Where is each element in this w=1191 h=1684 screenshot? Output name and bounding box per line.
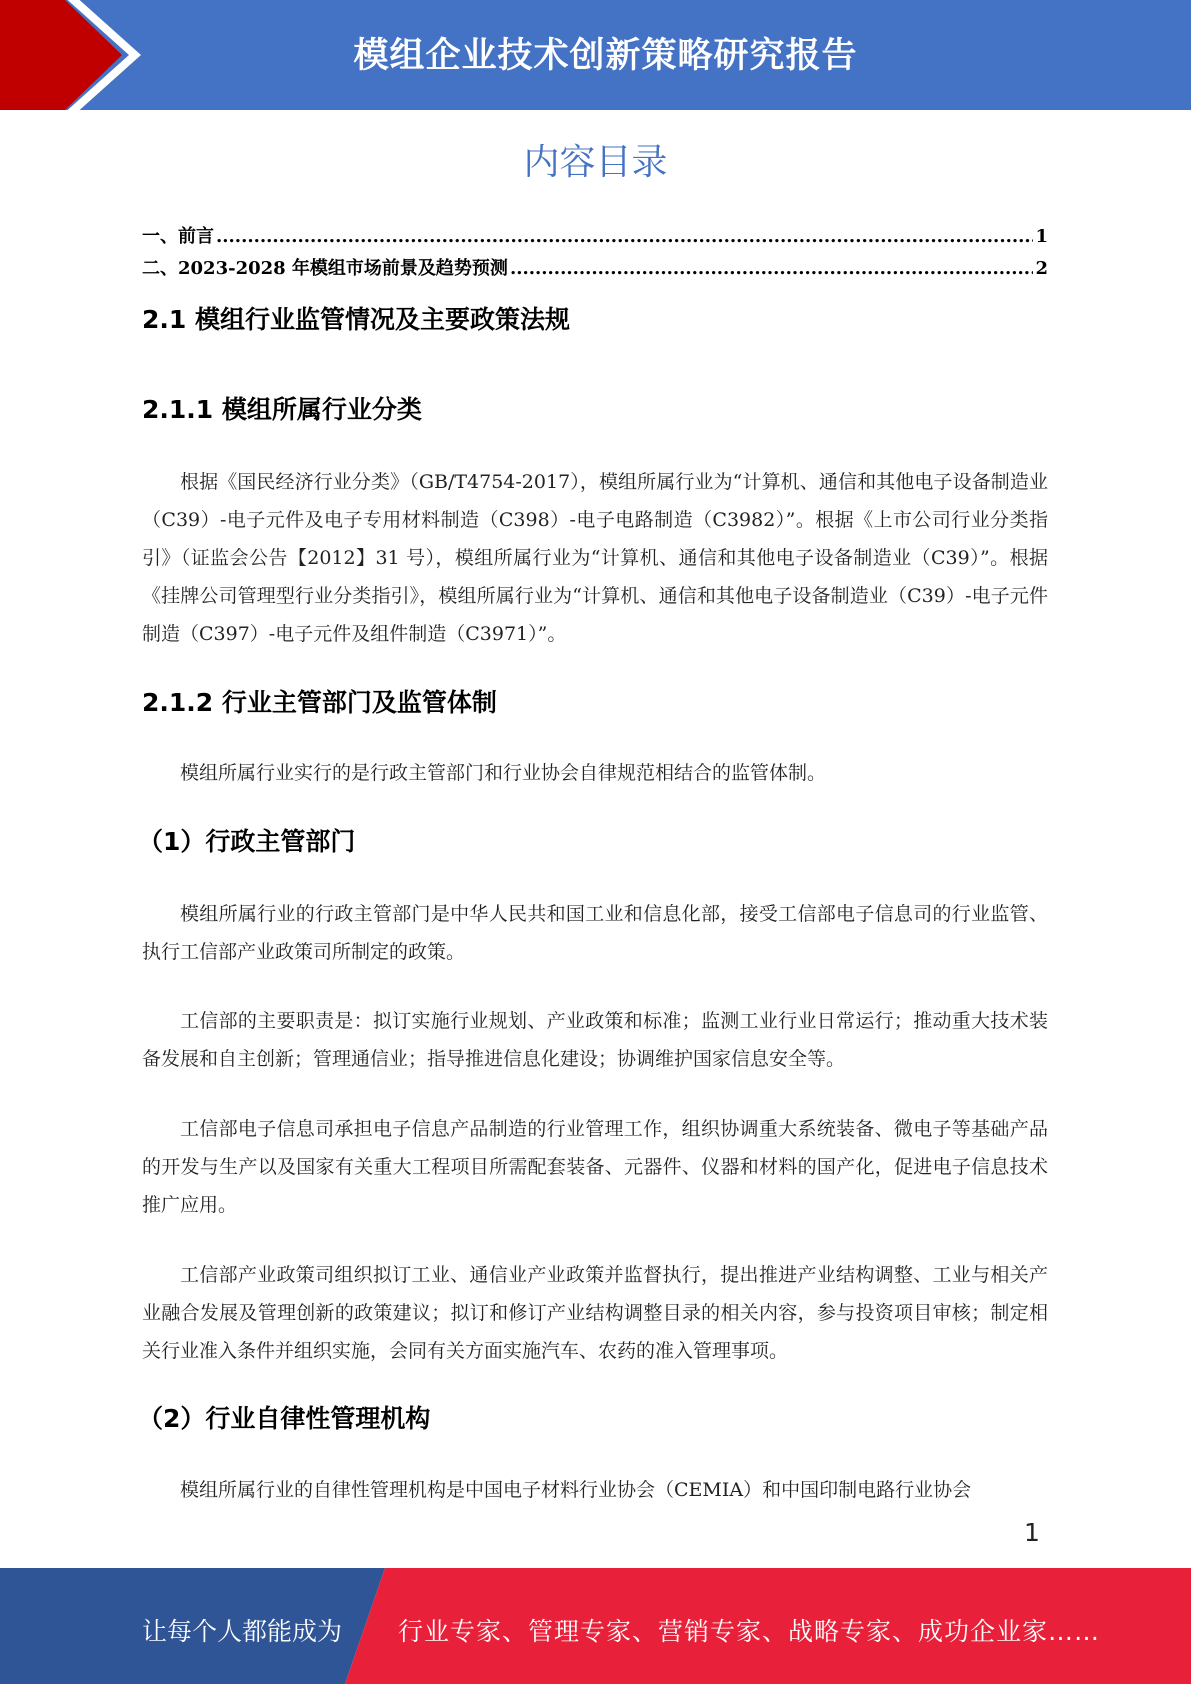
subsection-heading-self-regulation: （2）行业自律性管理机构 [138,1404,431,1433]
header-banner [0,0,1191,110]
paragraph: 工信部产业政策司组织拟订工业、通信业产业政策并监督执行，提出推进产业结构调整、工业与相关产业融合发展及管理创新的政策建议；拟订和修订产业结构调整目录的相关内容，参与投资项目审核；制定相关行业准入条件并组织实施，会同有关方面实施汽车、农药的准入管理事项。 [142,1264,1048,1362]
paragraph: 模组所属行业的自律性管理机构是中国电子材料行业协会（CEMIA）和中国印制电路行业协会 [180,1479,972,1501]
paragraph: 根据《国民经济行业分类》（GB/T4754-2017），模组所属行业为“计算机、通信和其他电子设备制造业（C39）-电子元件及电子专用材料制造（C398）-电子电路制造（C3982）”。根据《上市公司行业分类指引》（证监会公告【2012】31 号），模组所属行业为“计算机、通信和其他电子设备制造业（C39）”。根据《挂牌公司管理型行业分类指引》，模组所属行业为“计算机、通信和其他电子设备制造业（C39）-电子元件制造（C397）-电子元件及组件制造（C3971）”。 [142,471,1048,645]
table-of-contents [142,222,1048,286]
paragraph: 模组所属行业实行的是行政主管部门和行业协会自律规范相结合的监管体制。 [180,762,827,784]
subsection-heading-admin: （1）行政主管部门 [138,827,356,856]
page-number: 1 [1024,1518,1040,1547]
section-heading-2-1-1: 2.1.1 模组所属行业分类 [142,395,422,424]
toc-entry-page: 1 [1035,226,1048,247]
toc-leader-dots [216,226,1033,247]
paragraph: 模组所属行业的行政主管部门是中华人民共和国工业和信息化部，接受工信部电子信息司的行业监管、执行工信部产业政策司所制定的政策。 [142,903,1048,963]
toc-entry-label: 二、2023-2028 年模组市场前景及趋势预测 [142,258,508,279]
toc-leader-dots [510,258,1034,279]
footer-slogan-left: 让每个人都能成为 [142,1617,343,1646]
paragraph: 工信部电子信息司承担电子信息产品制造的行业管理工作，组织协调重大系统装备、微电子等基础产品的开发与生产以及国家有关重大工程项目所需配套装备、元器件、仪器和材料的国产化，促进电子信息技术推广应用。 [142,1118,1048,1216]
toc-entry[interactable] [142,254,1048,286]
toc-heading: 内容目录 [523,142,668,183]
footer-slogan-right: 行业专家、管理专家、营销专家、战略专家、成功企业家…… [398,1617,1101,1646]
paragraph: 工信部的主要职责是：拟订实施行业规划、产业政策和标准；监测工业行业日常运行；推动重大技术装备发展和自主创新；管理通信业；指导推进信息化建设；协调维护国家信息安全等。 [142,1010,1048,1070]
section-heading-2-1: 2.1 模组行业监管情况及主要政策法规 [142,305,570,334]
toc-entry[interactable] [142,222,1048,254]
report-title: 模组企业技术创新策略研究报告 [353,36,858,76]
toc-entry-label: 一、前言 [142,226,214,247]
toc-entry-page: 2 [1035,258,1048,279]
footer-banner [0,1568,1191,1684]
section-heading-2-1-2: 2.1.2 行业主管部门及监管体制 [142,688,497,717]
